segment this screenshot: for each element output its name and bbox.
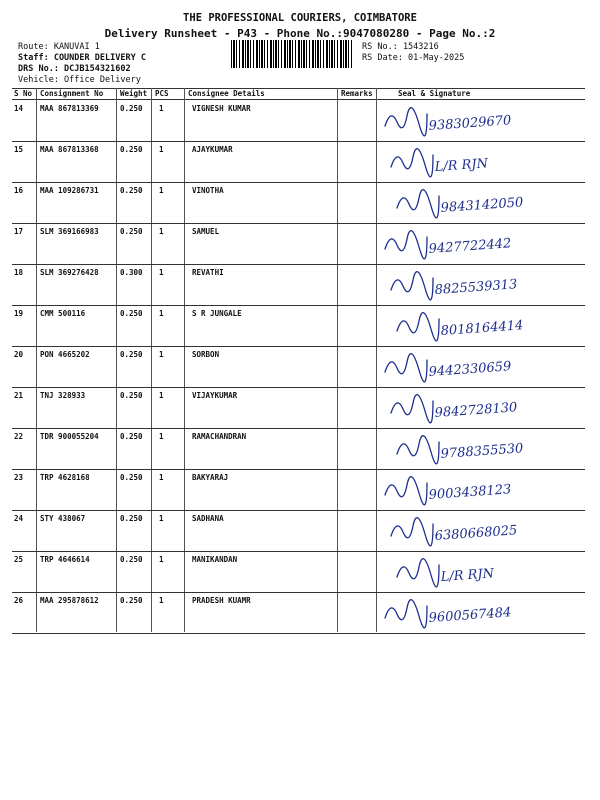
- row-consignee: SAMUEL: [192, 227, 220, 236]
- row-consignee: S R JUNGALE: [192, 309, 242, 318]
- row-consignee: VIJAYKUMAR: [192, 391, 238, 400]
- row-weight: 0.250: [120, 514, 143, 523]
- handwritten-signature: [385, 108, 512, 136]
- handwritten-signature: [397, 313, 524, 341]
- rs-number: RS No.: 1543216: [362, 42, 439, 52]
- table-header-rule: [12, 99, 585, 100]
- row-weight: 0.250: [120, 227, 143, 236]
- row-weight: 0.250: [120, 555, 143, 564]
- signature-stroke: [385, 108, 427, 136]
- signature-text: 9427722442: [428, 236, 512, 257]
- row-consignment-no: TRP 4646614: [40, 555, 90, 564]
- handwritten-signature: [391, 395, 518, 423]
- signature-stroke: [397, 190, 439, 218]
- row-pcs: 1: [159, 473, 164, 482]
- col-header-remarks: Remarks: [341, 89, 373, 98]
- row-pcs: 1: [159, 596, 164, 605]
- company-title: THE PROFESSIONAL COURIERS, COIMBATORE: [183, 12, 417, 24]
- row-consignment-no: CMM 500116: [40, 309, 86, 318]
- signature-stroke: [385, 600, 427, 628]
- handwritten-signature: [391, 518, 518, 546]
- runsheet-title: Delivery Runsheet - P43 - Phone No.:9047080280 - Page No.:2: [104, 27, 496, 40]
- row-rule: [12, 346, 585, 347]
- staff-label: Staff: COUNDER DELIVERY C: [18, 53, 146, 63]
- row-rule: [12, 387, 585, 388]
- row-pcs: 1: [159, 268, 164, 277]
- col-header-consignment: Consignment No: [40, 89, 104, 98]
- signature-text: 8825539313: [434, 277, 518, 298]
- row-weight: 0.250: [120, 186, 143, 195]
- row-consignment-no: SLM 369276428: [40, 268, 99, 277]
- row-sno: 15: [14, 145, 24, 154]
- row-weight: 0.250: [120, 104, 143, 113]
- signature-stroke: [397, 436, 439, 464]
- row-rule: [12, 223, 585, 224]
- handwritten-signature: [397, 436, 524, 464]
- row-rule: [12, 510, 585, 511]
- row-pcs: 1: [159, 350, 164, 359]
- rs-date: RS Date: 01-May-2025: [362, 53, 465, 63]
- row-consignee: RAMACHANDRAN: [192, 432, 247, 441]
- row-pcs: 1: [159, 432, 164, 441]
- row-weight: 0.250: [120, 145, 143, 154]
- signature-stroke: [397, 559, 439, 587]
- row-consignee: VIGNESH KUMAR: [192, 104, 251, 113]
- row-consignee: SADHANA: [192, 514, 224, 523]
- row-consignment-no: MAA 867813369: [40, 104, 99, 113]
- row-sno: 17: [14, 227, 24, 236]
- row-consignment-no: MAA 867813368: [40, 145, 99, 154]
- row-consignment-no: STY 438067: [40, 514, 86, 523]
- row-pcs: 1: [159, 391, 164, 400]
- row-pcs: 1: [159, 227, 164, 236]
- row-weight: 0.250: [120, 596, 143, 605]
- row-rule: [12, 141, 585, 142]
- signature-stroke: [391, 272, 433, 300]
- row-rule: [12, 264, 585, 265]
- row-pcs: 1: [159, 555, 164, 564]
- row-rule: [12, 182, 585, 183]
- signature-stroke: [397, 313, 439, 341]
- signature-text: L/R RJN: [434, 156, 489, 175]
- row-consignee: PRADESH KUAMR: [192, 596, 251, 605]
- signature-text: 9003438123: [428, 482, 512, 503]
- route-label: Route: KANUVAI 1: [18, 42, 100, 52]
- row-consignment-no: PON 4665202: [40, 350, 90, 359]
- barcode: [231, 40, 353, 68]
- signature-stroke: [391, 149, 433, 177]
- signature-text: 6380668025: [434, 523, 518, 544]
- row-rule: [12, 428, 585, 429]
- handwritten-signature: [397, 190, 524, 218]
- row-consignment-no: MAA 109286731: [40, 186, 99, 195]
- signature-text: 9843142050: [440, 195, 524, 216]
- row-consignee: AJAYKUMAR: [192, 145, 233, 154]
- row-rule: [12, 551, 585, 552]
- signature-text: L/R RJN: [440, 566, 495, 585]
- signature-text: 9600567484: [428, 605, 512, 626]
- signature-stroke: [391, 395, 433, 423]
- handwritten-signature: [391, 149, 489, 177]
- row-pcs: 1: [159, 104, 164, 113]
- row-consignment-no: TRP 4628168: [40, 473, 90, 482]
- row-pcs: 1: [159, 514, 164, 523]
- handwritten-signature: [385, 231, 512, 259]
- handwritten-signature: [385, 477, 512, 505]
- signature-text: 9383029670: [428, 113, 512, 134]
- row-sno: 21: [14, 391, 24, 400]
- row-sno: 20: [14, 350, 24, 359]
- handwritten-signature: [385, 354, 512, 382]
- col-header-weight: Weight: [120, 89, 148, 98]
- handwritten-signature: [397, 559, 495, 587]
- row-pcs: 1: [159, 309, 164, 318]
- row-weight: 0.250: [120, 309, 143, 318]
- row-sno: 14: [14, 104, 24, 113]
- row-weight: 0.250: [120, 350, 143, 359]
- signature-text: 9842728130: [434, 400, 518, 421]
- row-weight: 0.300: [120, 268, 143, 277]
- row-consignee: BAKYARAJ: [192, 473, 229, 482]
- row-sno: 25: [14, 555, 24, 564]
- signature-stroke: [391, 518, 433, 546]
- signature-stroke: [385, 477, 427, 505]
- row-consignment-no: MAA 295878612: [40, 596, 99, 605]
- row-consignment-no: SLM 369166983: [40, 227, 99, 236]
- signature-stroke: [385, 354, 427, 382]
- signature-text: 9442330659: [428, 359, 512, 380]
- row-consignee: MANIKANDAN: [192, 555, 238, 564]
- col-header-signature: Seal & Signature: [398, 89, 471, 98]
- col-header-pcs: PCS: [155, 89, 169, 98]
- row-rule: [12, 469, 585, 470]
- row-sno: 16: [14, 186, 24, 195]
- handwritten-signature: [391, 272, 518, 300]
- row-rule: [12, 592, 585, 593]
- signature-stroke: [385, 231, 427, 259]
- row-consignee: REVATHI: [192, 268, 224, 277]
- row-sno: 22: [14, 432, 24, 441]
- vehicle-label: Vehicle: Office Delivery: [18, 75, 141, 85]
- row-sno: 24: [14, 514, 24, 523]
- row-pcs: 1: [159, 186, 164, 195]
- row-sno: 26: [14, 596, 24, 605]
- row-rule: [12, 305, 585, 306]
- row-pcs: 1: [159, 145, 164, 154]
- row-weight: 0.250: [120, 473, 143, 482]
- drs-label: DRS No.: DCJB154321602: [18, 64, 131, 74]
- row-sno: 23: [14, 473, 24, 482]
- row-consignment-no: TDR 900055204: [40, 432, 99, 441]
- row-consignee: SORBON: [192, 350, 220, 359]
- row-sno: 18: [14, 268, 24, 277]
- signature-text: 8018164414: [440, 318, 524, 339]
- col-header-sno: S No: [14, 89, 33, 98]
- row-sno: 19: [14, 309, 24, 318]
- signature-text: 9788355530: [440, 441, 524, 462]
- row-consignee: VINOTHA: [192, 186, 224, 195]
- row-weight: 0.250: [120, 391, 143, 400]
- row-weight: 0.250: [120, 432, 143, 441]
- handwritten-signature: [385, 600, 512, 628]
- col-header-consignee: Consignee Details: [188, 89, 265, 98]
- row-consignment-no: TNJ 328933: [40, 391, 86, 400]
- row-rule: [12, 633, 585, 634]
